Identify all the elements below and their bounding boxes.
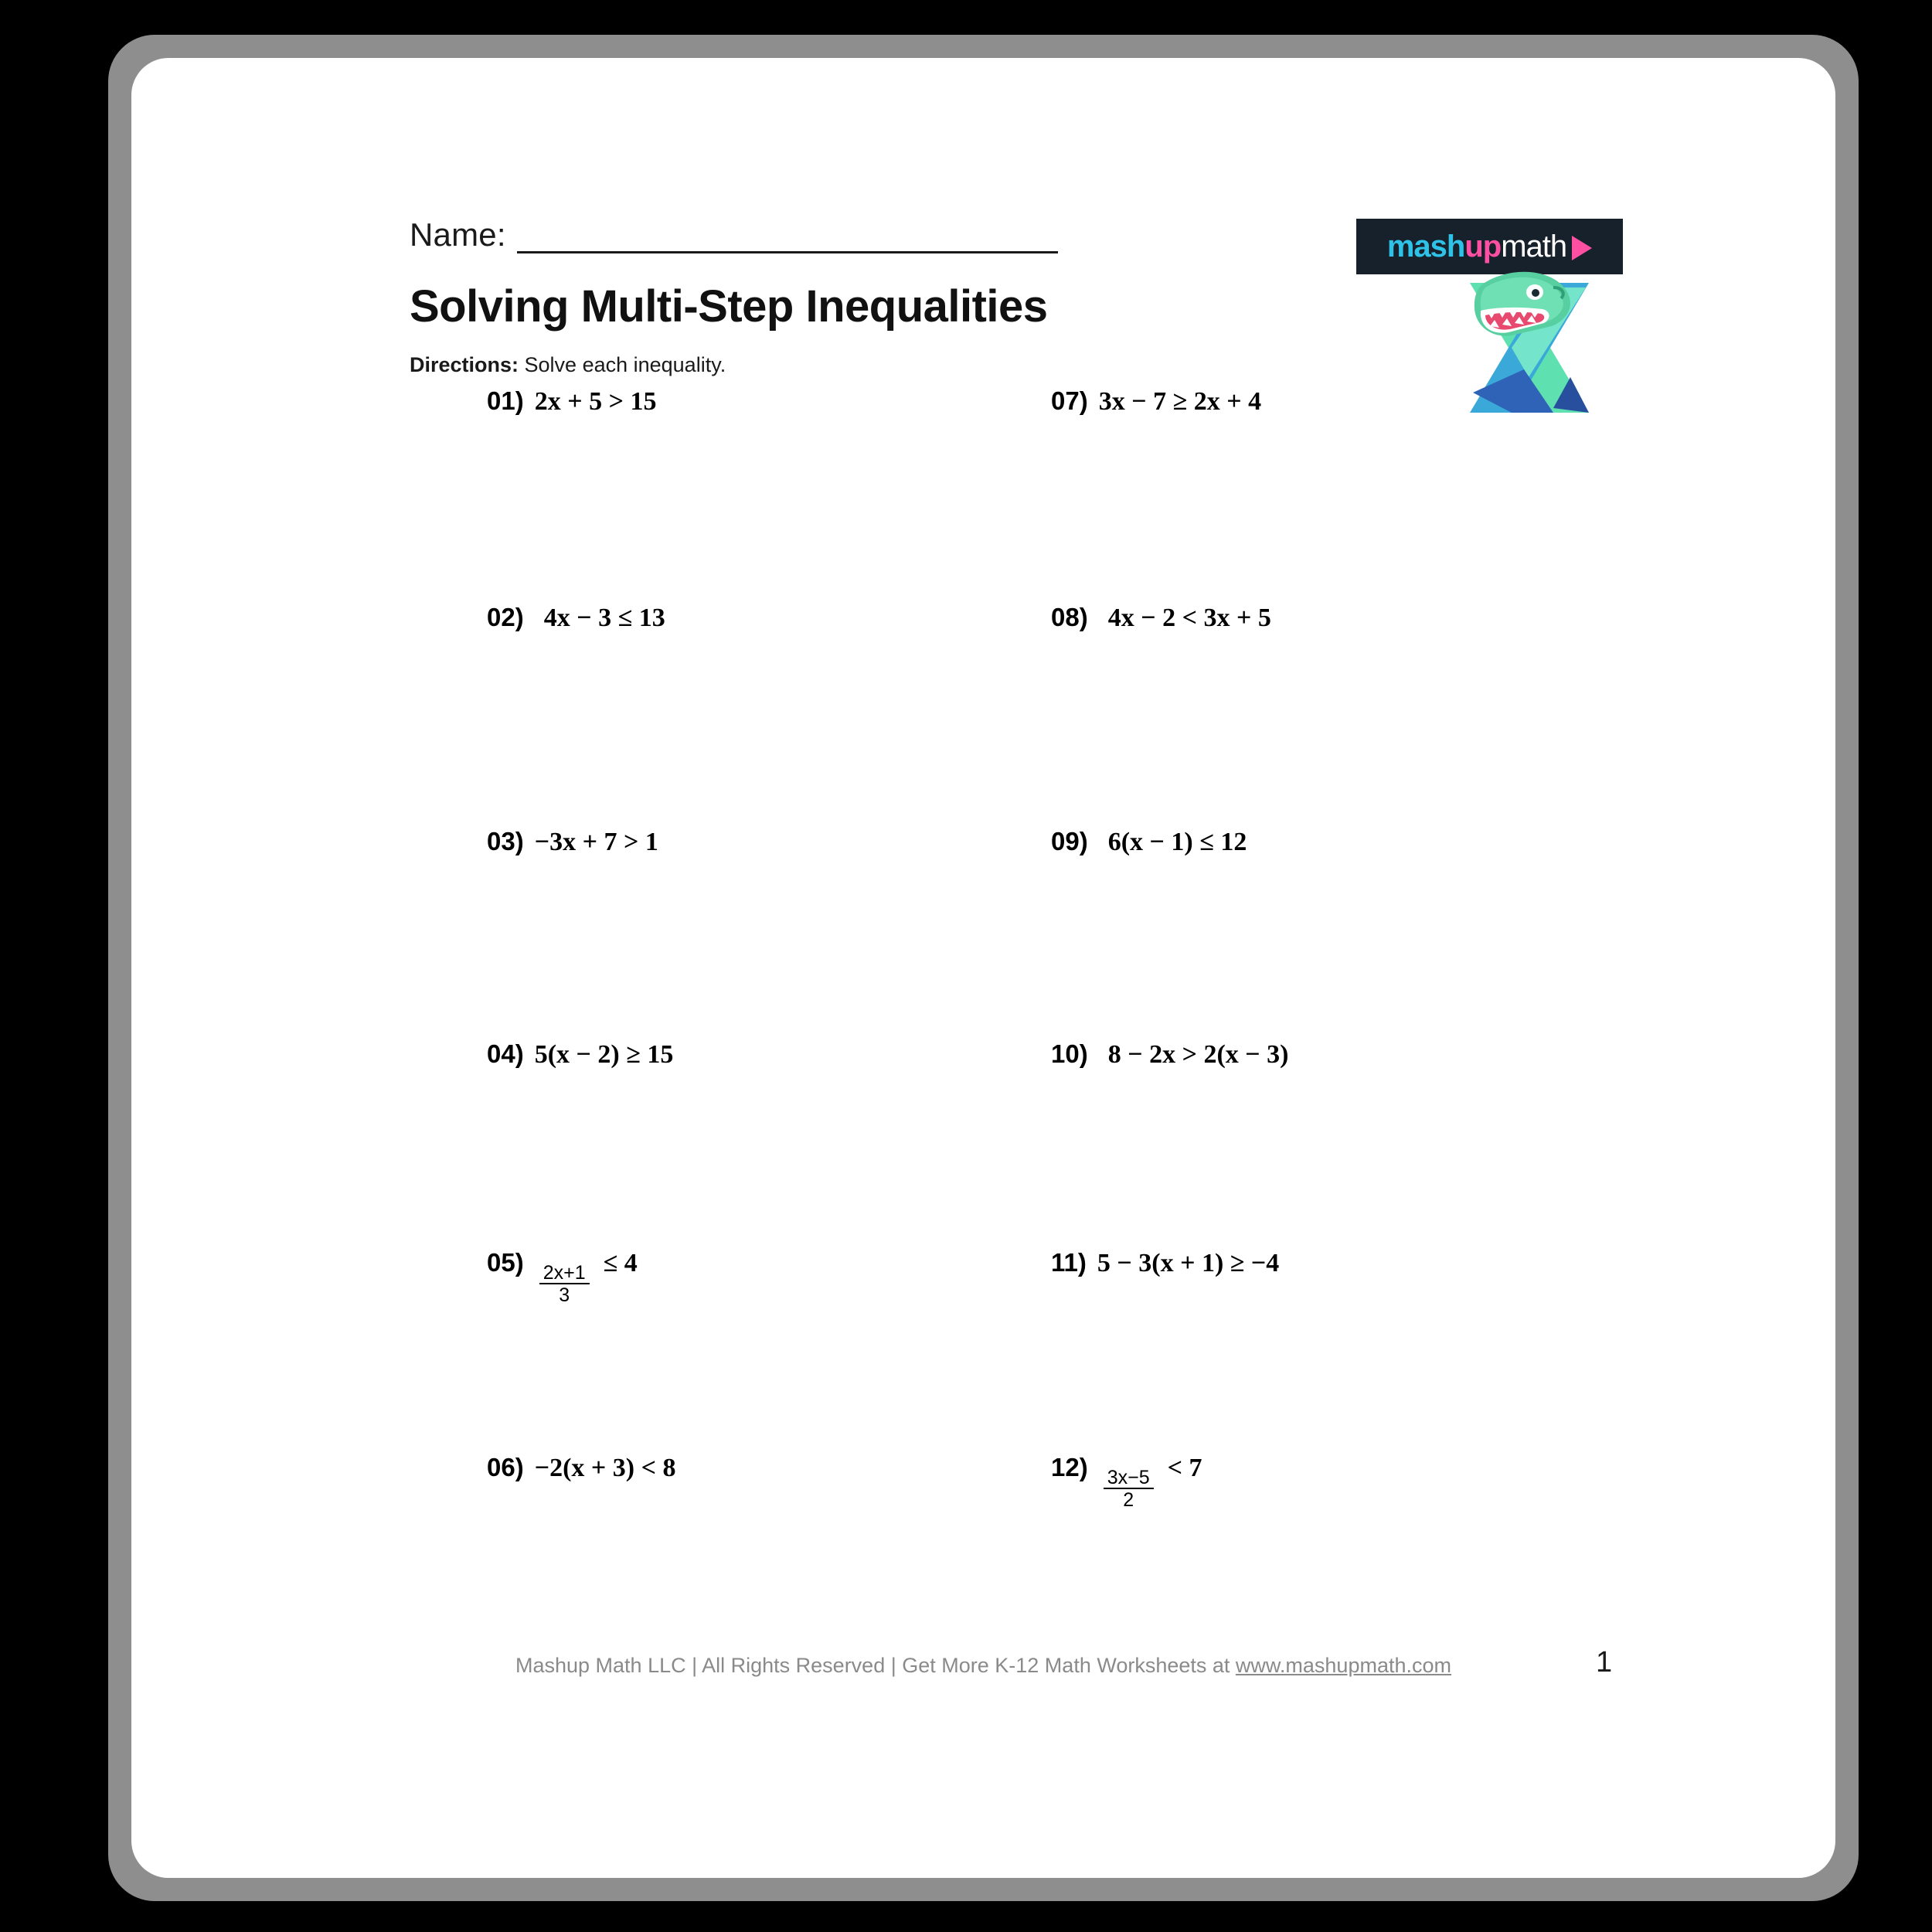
problem-expression-tail: < 7 — [1167, 1454, 1202, 1482]
problem-number: 07) — [1051, 386, 1088, 415]
problem-item-01 — [487, 386, 656, 417]
problem-item-06 — [487, 1453, 675, 1483]
fraction-numerator: 3x−5 — [1104, 1468, 1154, 1489]
problem-number: 06) — [487, 1453, 524, 1481]
problem-expression: −2(x + 3) < 8 — [534, 1454, 676, 1482]
problem-expression: 8 − 2x > 2(x − 3) — [1107, 1040, 1289, 1069]
name-label: Name: — [410, 216, 506, 253]
fraction-numerator: 2x+1 — [539, 1263, 590, 1284]
problem-expression: 4x − 2 < 3x + 5 — [1107, 604, 1271, 632]
problem-expression: 2x + 5 > 15 — [534, 387, 657, 416]
directions-label: Directions: — [410, 353, 519, 376]
worksheet-page — [131, 58, 1835, 1878]
problem-number: 12) — [1051, 1453, 1088, 1481]
page-title: Solving Multi-Step Inequalities — [410, 281, 1048, 332]
problem-expression: 5(x − 2) ≥ 15 — [534, 1040, 674, 1069]
problem-item-04 — [487, 1039, 673, 1070]
problem-item-10 — [1051, 1039, 1288, 1070]
footer-link[interactable]: www.mashupmath.com — [1235, 1654, 1452, 1677]
problem-number: 02) — [487, 603, 524, 631]
problem-number: 03) — [487, 827, 524, 855]
problem-expression: 5 − 3(x + 1) ≥ −4 — [1097, 1249, 1280, 1277]
fraction-denominator: 3 — [559, 1284, 570, 1307]
directions-text: Solve each inequality. — [519, 353, 726, 376]
footer — [131, 1654, 1835, 1678]
fraction-denominator: 2 — [1123, 1489, 1134, 1512]
problem-expression: 3x − 7 ≥ 2x + 4 — [1098, 387, 1262, 416]
problem-expression-tail: ≤ 4 — [603, 1249, 638, 1277]
logo-text-math: math — [1501, 230, 1567, 264]
problem-item-03 — [487, 827, 658, 857]
problem-item-05 — [487, 1248, 638, 1307]
problem-item-02 — [487, 603, 665, 633]
logo-text-mash: mash — [1386, 230, 1465, 264]
problem-item-11 — [1051, 1248, 1279, 1278]
footer-text: Mashup Math LLC | All Rights Reserved | Get More K-12 Math Worksheets at — [515, 1654, 1236, 1677]
problem-number: 04) — [487, 1039, 524, 1068]
fraction — [539, 1263, 590, 1307]
problem-list — [131, 58, 1835, 1878]
problem-number: 09) — [1051, 827, 1088, 855]
problem-number: 05) — [487, 1248, 524, 1277]
problem-item-08 — [1051, 603, 1271, 633]
fraction — [1104, 1468, 1154, 1512]
problem-item-07 — [1051, 386, 1261, 417]
problem-number: 11) — [1051, 1248, 1087, 1277]
problem-expression: 4x − 3 ≤ 13 — [543, 604, 665, 632]
problem-item-12 — [1051, 1453, 1202, 1512]
problem-expression: −3x + 7 > 1 — [534, 828, 658, 856]
problem-number: 01) — [487, 386, 524, 415]
problem-number: 10) — [1051, 1039, 1088, 1068]
problem-expression: 6(x − 1) ≤ 12 — [1107, 828, 1247, 856]
problem-number: 08) — [1051, 603, 1088, 631]
page-number: 1 — [1596, 1646, 1613, 1679]
problem-item-09 — [1051, 827, 1247, 857]
logo-text-up: up — [1464, 230, 1502, 264]
